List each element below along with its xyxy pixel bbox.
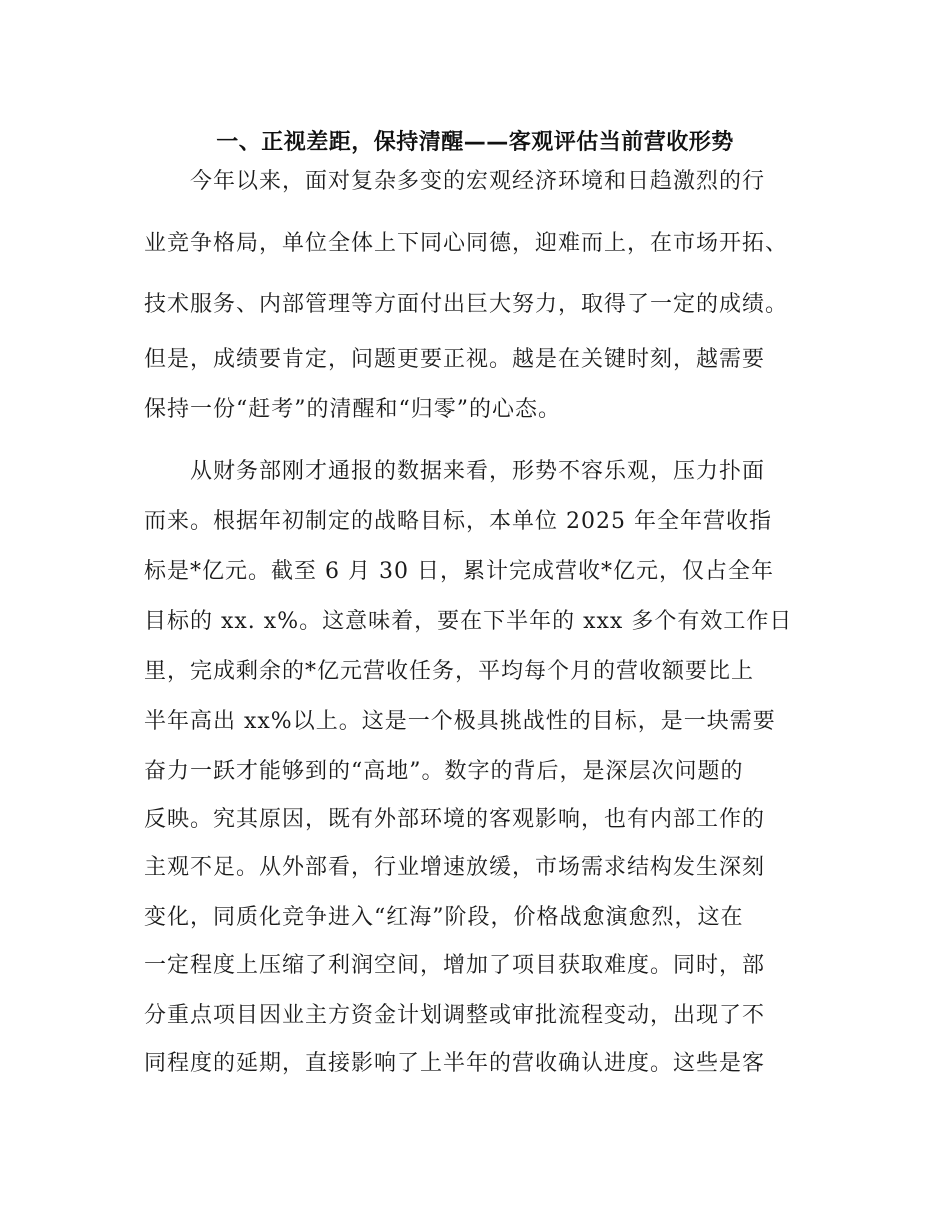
paragraph-1-line: 今年以来，面对复杂多变的宏观经济环境和日趋激烈的行 — [190, 169, 766, 194]
paragraph-2-line: 同程度的延期，直接影响了上半年的营收确认进度。这些是客 — [144, 1051, 766, 1076]
paragraph-1-line: 技术服务、内部管理等方面付出巨大努力，取得了一定的成绩。 — [144, 292, 789, 317]
paragraph-2-line: 从财务部刚才通报的数据来看，形势不容乐观，压力扑面 — [190, 459, 766, 484]
paragraph-2-line: 反映。究其原因，既有外部环境的客观影响，也有内部工作的 — [144, 807, 766, 832]
paragraph-2-line: 奋力一跃才能够到的“高地”。数字的背后，是深层次问题的 — [144, 759, 744, 784]
paragraph-2-line: 主观不足。从外部看，行业增速放缓，市场需求结构发生深刻 — [144, 855, 766, 880]
paragraph-2-line: 目标的 xx. x%。这意味着，要在下半年的 xxx 多个有效工作日 — [144, 609, 793, 634]
section-heading: 一、正视差距，保持清醒——客观评估当前营收形势 — [216, 130, 734, 155]
paragraph-2-line: 半年高出 xx%以上。这是一个极具挑战性的目标，是一块需要 — [144, 709, 776, 734]
paragraph-2-line: 变化，同质化竞争进入“红海”阶段，价格战愈演愈烈，这在 — [144, 905, 744, 930]
paragraph-2-line: 标是*亿元。截至 6 月 30 日，累计完成营收*亿元，仅占全年 — [144, 559, 774, 584]
paragraph-2-line: 分重点项目因业主方资金计划调整或审批流程变动，出现了不 — [144, 1003, 766, 1028]
paragraph-2-line: 而来。根据年初制定的战略目标，本单位 2025 年全年营收指 — [144, 509, 772, 534]
paragraph-1-line: 保持一份“赶考”的清醒和“归零”的心态。 — [144, 397, 561, 422]
paragraph-1-line: 但是，成绩要肯定，问题更要正视。越是在关键时刻，越需要 — [144, 347, 766, 372]
paragraph-2-line: 里，完成剩余的*亿元营收任务，平均每个月的营收额要比上 — [144, 659, 755, 684]
paragraph-1-line: 业竞争格局，单位全体上下同心同德，迎难而上，在市场开拓、 — [144, 231, 789, 256]
paragraph-2-line: 一定程度上压缩了利润空间，增加了项目获取难度。同时，部 — [144, 953, 766, 978]
